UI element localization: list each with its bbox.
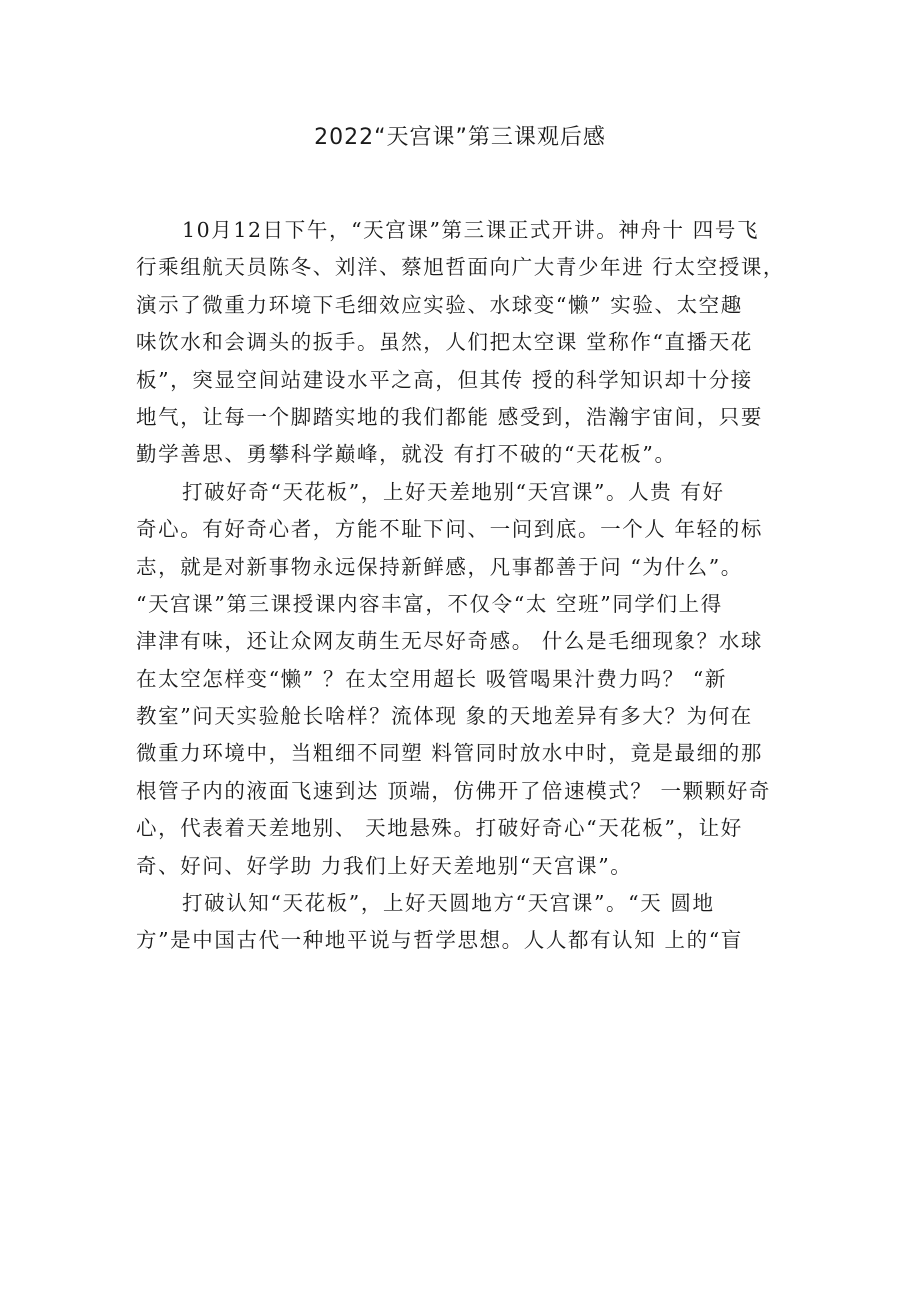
paragraph-line: 根管子内的液面飞速到达 顶端，仿佛开了倍速模式？ 一颗颗好奇 [136, 778, 772, 803]
paragraph-line: 方”是中国古代一种地平说与哲学思想。人人都有认知 上的“盲 [136, 928, 743, 953]
paragraph-line: 行乘组航天员陈冬、刘洋、蔡旭哲面向广大青少年进 行太空授课， [136, 255, 786, 280]
paragraph-line: 味饮水和会调头的扳手。虽然，人们把太空课 堂称作“直播天花 [136, 330, 753, 355]
paragraph-line: 勤学善思、勇攀科学巅峰，就没 有打不破的“天花板”。 [136, 442, 677, 467]
paragraph-line: 10月12日下午，“天宫课”第三课正式开讲。神舟十 四号飞 [182, 218, 760, 242]
paragraph-line: 奇心。有好奇心者，方能不耻下问、一问到底。一个人 年轻的标 [136, 517, 763, 542]
paragraph-line: 在太空怎样变“懒” ？在太空用超长 吸管喝果汁费力吗？ “新 [136, 666, 727, 691]
paragraph-line: 心，代表着天差地别、 天地悬殊。打破好奇心“天花板”，让好 [136, 816, 743, 841]
paragraph-line: 演示了微重力环境下毛细效应实验、水球变“懒” 实验、太空趣 [136, 292, 743, 317]
paragraph-line: 奇、好问、好学助 力我们上好天差地别“天宫课”。 [136, 853, 633, 878]
document-body [136, 212, 798, 960]
paragraph-line: “天宫课”第三课授课内容丰富，不仅令“太 空班”同学们上得 [136, 591, 723, 616]
paragraph-line: 打破认知“天花板”，上好天圆地方“天宫课”。“天 圆地 [182, 891, 715, 916]
paragraph-line: 打破好奇“天花板”，上好天差地别“天宫课”。人贵 有好 [182, 479, 725, 504]
paragraph-line: 地气，让每一个脚踏实地的我们都能 感受到，浩瀚宇宙间，只要 [136, 404, 763, 429]
paragraph-line: 微重力环境中，当粗细不同塑 料管同时放水中时，竟是最细的那 [136, 741, 763, 766]
document-title: 2022“天宫课”第三课观后感 [314, 125, 606, 150]
paragraph-line: 教室”问天实验舱长啥样？流体现 象的天地差异有多大？为何在 [136, 704, 753, 729]
paragraph-line: 津津有味，还让众网友萌生无尽好奇感。 什么是毛细现象？水球 [136, 629, 763, 654]
paragraph-line: 志，就是对新事物永远保持新鲜感，凡事都善于问 “为什么”。 [136, 554, 743, 579]
paragraph-line: 板”，突显空间站建设水平之高，但其传 授的科学知识却十分接 [136, 367, 753, 392]
